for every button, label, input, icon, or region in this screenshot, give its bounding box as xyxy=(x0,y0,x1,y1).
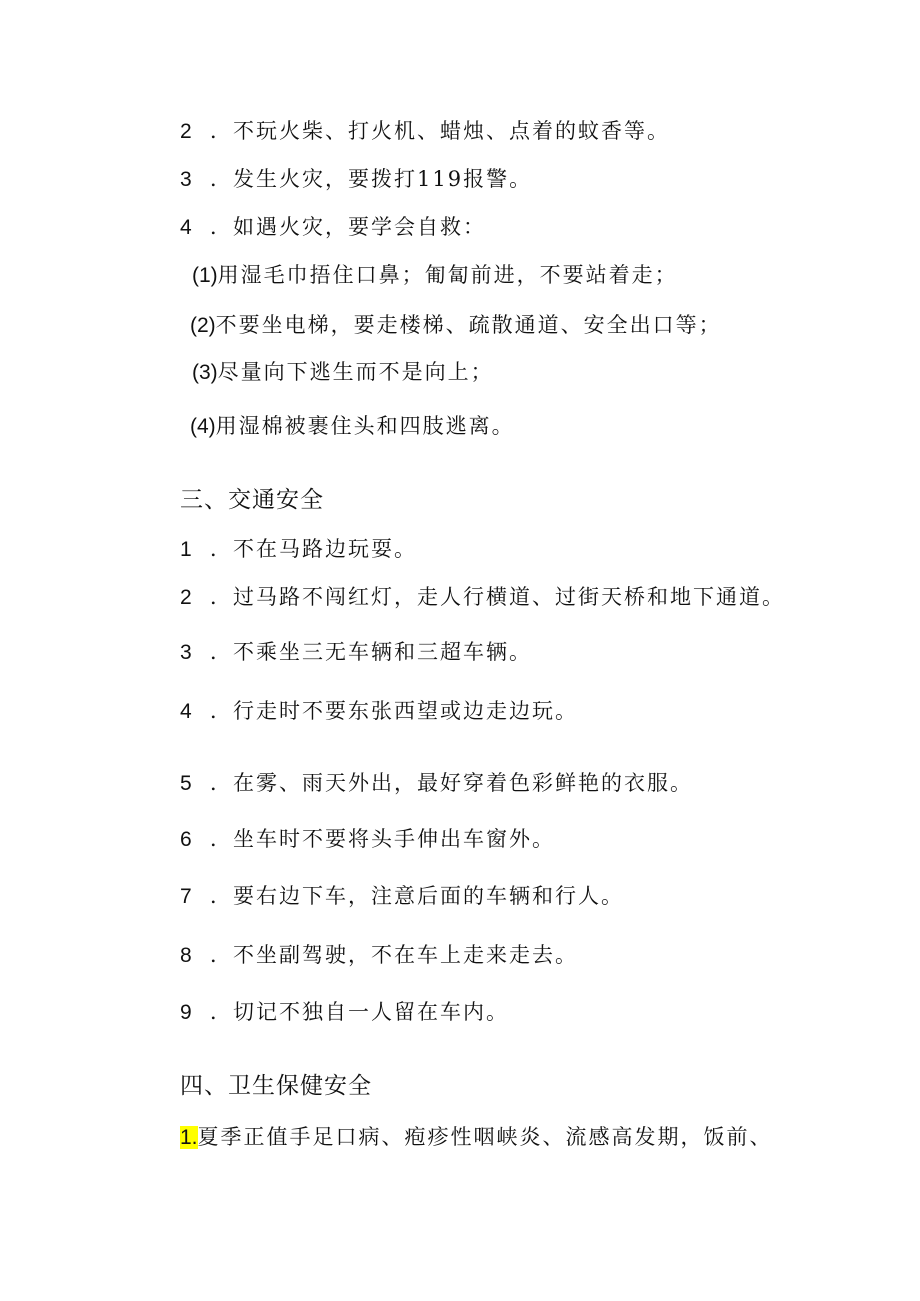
item-number: 4 xyxy=(180,700,192,723)
item-separator: ． xyxy=(210,943,233,967)
sub-item-number: (4) xyxy=(190,415,216,438)
list-item xyxy=(180,534,417,565)
item-separator: ． xyxy=(210,771,233,795)
item-separator: ． xyxy=(210,537,233,561)
item-number: 3 xyxy=(180,641,192,664)
item-text: 要右边下车，注意后面的车辆和行人。 xyxy=(233,884,624,908)
list-item xyxy=(180,768,693,799)
list-item xyxy=(180,637,532,668)
sub-item-text: 尽量向下逃生而不是向上； xyxy=(217,360,494,384)
item-number: 2 xyxy=(180,586,192,609)
item-number: 4 xyxy=(180,216,192,239)
item-text: 不玩火柴、打火机、蜡烛、点着的蚊香等。 xyxy=(233,119,670,143)
item-number: 8 xyxy=(180,944,192,967)
sub-list-item xyxy=(190,411,515,442)
item-number: 1 xyxy=(180,538,192,561)
item-number: 6 xyxy=(180,828,192,851)
sub-item-text: 用湿棉被裹住头和四肢逃离。 xyxy=(215,414,515,438)
list-item xyxy=(180,164,532,195)
list-item xyxy=(180,824,555,855)
list-item xyxy=(180,212,486,243)
sub-list-item xyxy=(192,260,678,291)
sub-item-text: 不要坐电梯，要走楼梯、疏散通道、安全出口等； xyxy=(215,313,722,337)
item-text: 夏季正值手足口病、疱疹性咽峡炎、流感高发期，饭前、 xyxy=(197,1125,773,1149)
item-text: 坐车时不要将头手伸出车窗外。 xyxy=(233,827,555,851)
sub-list-item xyxy=(192,357,494,388)
item-separator: ． xyxy=(210,884,233,908)
sub-item-text: 用湿毛巾捂住口鼻；匍匐前进，不要站着走； xyxy=(217,263,678,287)
item-number: 3 xyxy=(180,168,192,191)
item-separator: ． xyxy=(210,215,233,239)
sub-item-number: (3) xyxy=(192,361,218,384)
list-item xyxy=(180,582,785,613)
list-item xyxy=(180,997,509,1028)
item-number: 7 xyxy=(180,885,192,908)
item-separator: ． xyxy=(210,699,233,723)
item-separator: ． xyxy=(210,640,233,664)
item-text: 如遇火灾，要学会自救： xyxy=(233,215,486,239)
item-number: 2 xyxy=(180,120,192,143)
list-item xyxy=(180,116,670,147)
item-text: 发生火灾，要拨打119报警。 xyxy=(233,167,533,191)
item-separator: ． xyxy=(210,1000,233,1024)
item-number: 9 xyxy=(180,1001,192,1024)
sub-list-item xyxy=(190,310,722,341)
item-separator: ． xyxy=(210,167,233,191)
item-text: 不坐副驾驶，不在车上走来走去。 xyxy=(233,943,578,967)
sub-item-number: (2) xyxy=(190,314,216,337)
item-separator: ． xyxy=(210,585,233,609)
list-item xyxy=(180,940,578,971)
item-text: 过马路不闯红灯，走人行横道、过街天桥和地下通道。 xyxy=(233,585,785,609)
list-item xyxy=(180,696,578,727)
item-separator: ． xyxy=(210,119,233,143)
item-text: 行走时不要东张西望或边走边玩。 xyxy=(233,699,578,723)
item-number: 5 xyxy=(180,772,192,795)
item-text: 不在马路边玩耍。 xyxy=(233,537,417,561)
section-heading-health: 四、卫生保健安全 xyxy=(180,1073,372,1099)
item-text: 切记不独自一人留在车内。 xyxy=(233,1000,509,1024)
list-item xyxy=(180,1122,773,1153)
item-separator: ． xyxy=(210,827,233,851)
highlighted-item-number: 1. xyxy=(180,1126,198,1149)
list-item xyxy=(180,881,624,912)
item-text: 不乘坐三无车辆和三超车辆。 xyxy=(233,640,532,664)
section-heading-traffic: 三、交通安全 xyxy=(180,487,324,513)
sub-item-number: (1) xyxy=(192,264,218,287)
item-text: 在雾、雨天外出，最好穿着色彩鲜艳的衣服。 xyxy=(233,771,693,795)
